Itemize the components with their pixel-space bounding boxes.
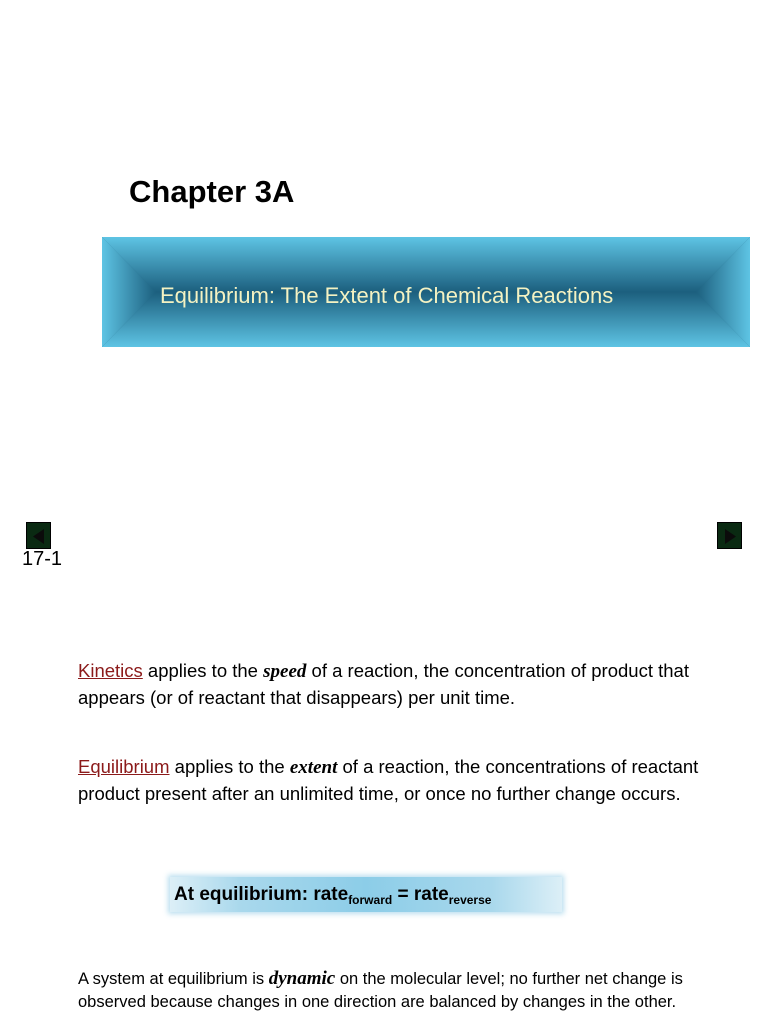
triangle-right-icon	[718, 523, 743, 550]
equation-label: At equilibrium: rate	[174, 884, 349, 905]
kinetics-definition	[78, 658, 728, 710]
chapter-title: Chapter 3A	[129, 174, 295, 209]
next-slide-button[interactable]	[717, 522, 742, 549]
equation-equals: = rate	[392, 884, 449, 905]
dynamic-statement	[78, 968, 718, 1013]
dynamic-emphasis: dynamic	[268, 968, 336, 989]
equilibrium-equation-box	[170, 877, 562, 912]
equilibrium-equation	[174, 883, 491, 912]
equilibrium-text-before: applies to the	[169, 756, 290, 777]
dynamic-text-after: on the molecular level; no further net change is observed because changes in one direction are balanced by changes in the other.	[78, 970, 683, 1011]
equilibrium-term: Equilibrium	[78, 756, 170, 777]
equilibrium-definition	[78, 754, 728, 806]
dynamic-text-before: A system at equilibrium is	[78, 970, 269, 988]
previous-slide-button[interactable]	[26, 522, 51, 549]
title-banner	[102, 237, 750, 347]
equilibrium-text-after: of a reaction, the concentrations of reactant product present after an unlimited time, or once no further change occurs.	[78, 756, 699, 804]
kinetics-text-after: of a reaction, the concentration of product that appears (or of reactant that disappears) per unit time.	[78, 660, 689, 708]
reverse-subscript: reverse	[448, 893, 492, 907]
equilibrium-emphasis: extent	[289, 757, 338, 778]
forward-subscript: forward	[348, 893, 393, 907]
slide-number: 17-1	[22, 548, 63, 570]
banner-title: Equilibrium: The Extent of Chemical Reactions	[160, 283, 614, 308]
kinetics-term: Kinetics	[78, 660, 143, 681]
kinetics-text-before: applies to the	[142, 660, 264, 681]
kinetics-emphasis: speed	[263, 661, 307, 682]
